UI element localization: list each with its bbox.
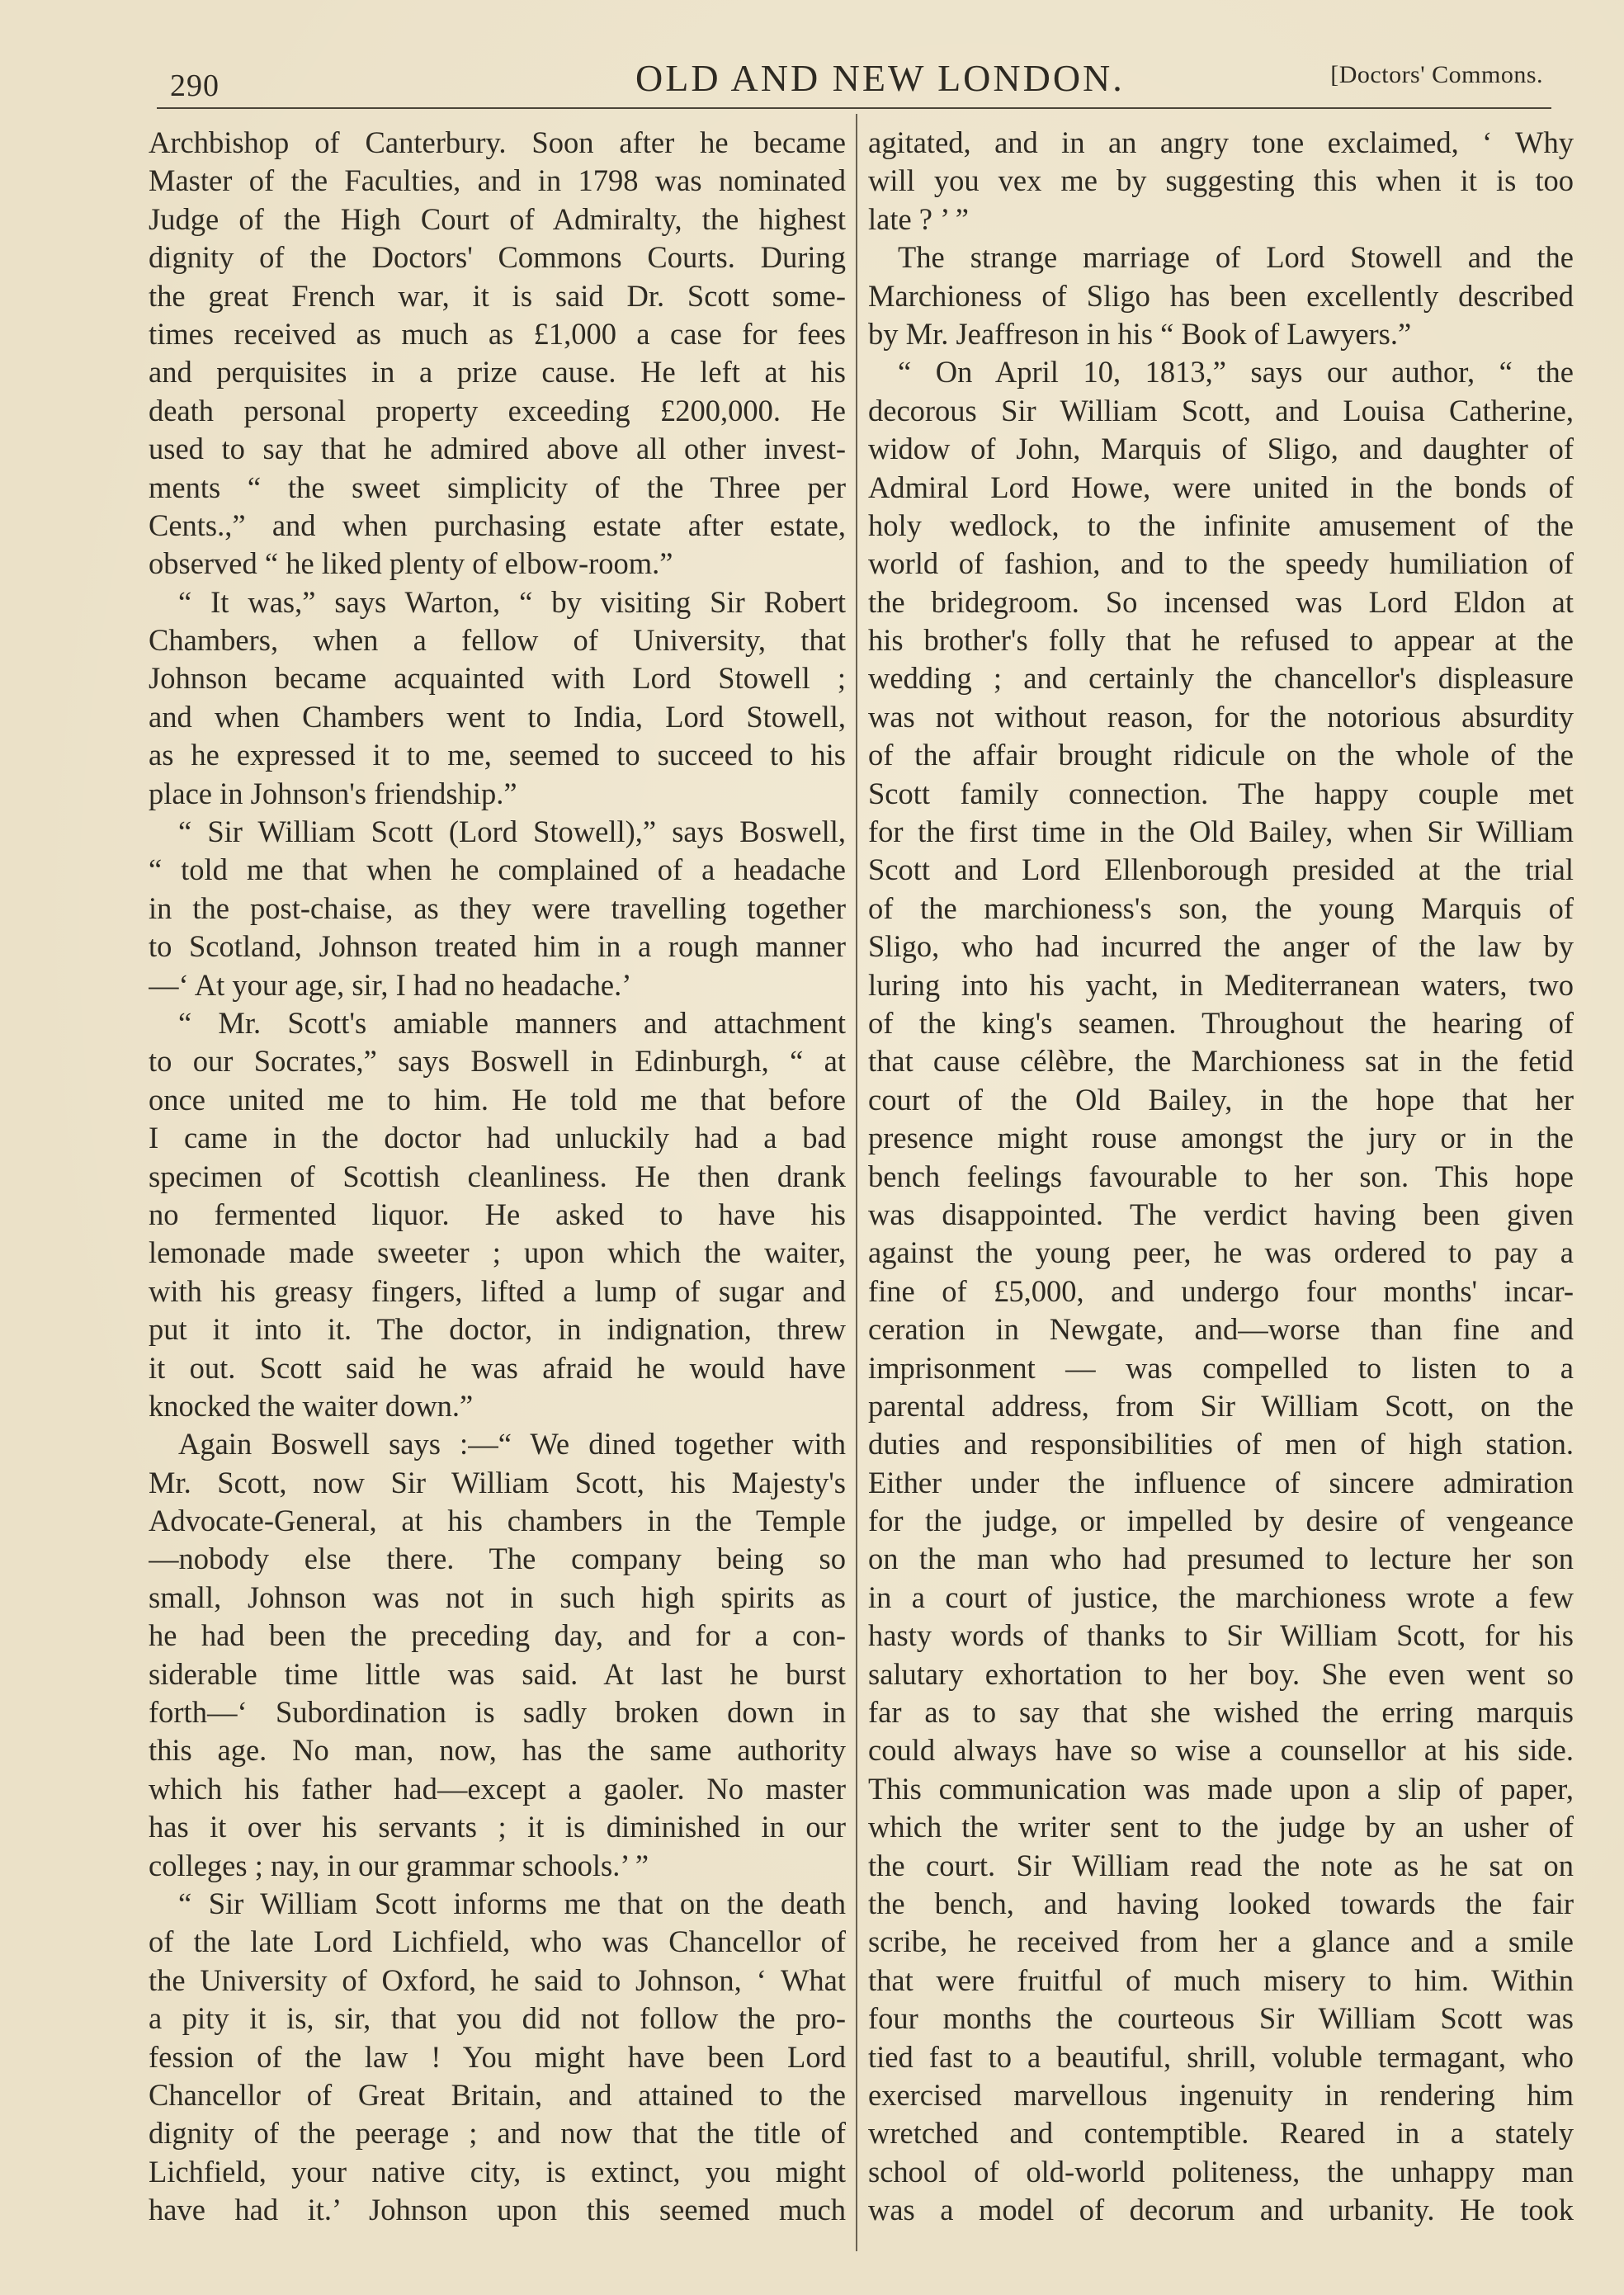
text-line: forth—‘ Subordination is sadly broken down in [149, 1695, 846, 1730]
text-line: dignity of the Doctors' Commons Courts. During [149, 240, 846, 275]
text-line: “ Sir William Scott informs me that on the death [178, 1886, 846, 1920]
text-line: widow of John, Marquis of Sligo, and daughter of [868, 432, 1574, 466]
text-line: tied fast to a beautiful, shrill, voluble termagant, who [868, 2039, 1574, 2074]
text-line: a pity it is, sir, that you did not follow the pro- [149, 2001, 846, 2036]
text-line: was not without reason, for the notorious absurdity [868, 699, 1574, 734]
text-line: I came in the doctor had unluckily had a bad [149, 1121, 846, 1155]
text-line: The strange marriage of Lord Stowell and the [898, 240, 1574, 275]
text-line: place in Johnson's friendship.” [149, 776, 517, 810]
text-line: decorous Sir William Scott, and Louisa Catherine, [868, 393, 1574, 427]
text-line: duties and responsibilities of men of high station. [868, 1427, 1574, 1462]
text-line: and when Chambers went to India, Lord Stowell, [149, 699, 846, 734]
text-line: parental address, from Sir William Scott, on the [868, 1388, 1574, 1423]
text-line: siderable time little was said. At last he burst [149, 1656, 846, 1691]
text-line: to our Socrates,” says Boswell in Edinburgh, “ at [149, 1044, 846, 1079]
text-line: Marchioness of Sligo has been excellently described [868, 278, 1574, 313]
text-line: against the young peer, he was ordered to pay a [868, 1235, 1574, 1270]
text-line: holy wedlock, to the infinite amusement of the [868, 508, 1574, 542]
text-line: which his father had—except a gaoler. No master [149, 1771, 846, 1806]
text-line: —nobody else there. The company being so [149, 1542, 846, 1576]
text-line: have had it.’ Johnson upon this seemed much [149, 2193, 846, 2227]
text-line: observed “ he liked plenty of elbow-room.” [149, 546, 673, 581]
text-line: for the first time in the Old Bailey, when Sir William [868, 815, 1574, 849]
text-line: Mr. Scott, now Sir William Scott, his Majesty's [149, 1465, 846, 1499]
header-rule [157, 107, 1551, 109]
text-line: Advocate-General, at his chambers in the Temple [149, 1504, 846, 1538]
text-line: ceration in Newgate, and—worse than fine and [868, 1312, 1574, 1347]
text-line: of the late Lord Lichfield, who was Chancellor of [149, 1924, 846, 1959]
text-line: “ Mr. Scott's amiable manners and attachment [178, 1005, 846, 1040]
page-header [157, 51, 1560, 109]
text-line: his brother's folly that he refused to appear at the [868, 623, 1574, 658]
text-line: times received as much as £1,000 a case for fees [149, 316, 846, 351]
left-column [149, 124, 846, 2229]
text-line: to Scotland, Johnson treated him in a rough manner [149, 929, 846, 964]
text-line: Chambers, when a fellow of University, that [149, 623, 846, 658]
text-line: with his greasy fingers, lifted a lump of sugar and [149, 1273, 846, 1308]
text-line: which the writer sent to the judge by an usher of [868, 1810, 1574, 1844]
text-line: small, Johnson was not in such high spirits as [149, 1580, 846, 1614]
column-divider [856, 114, 857, 2251]
text-line: this age. No man, now, has the same authority [149, 1733, 846, 1768]
section-label: [Doctors' Commons. [1330, 61, 1543, 88]
text-line: that cause célèbre, the Marchioness sat in the fetid [868, 1044, 1574, 1079]
text-line: four months the courteous Sir William Scott was [868, 2001, 1574, 2036]
text-line: used to say that he admired above all other invest- [149, 432, 846, 466]
text-line: scribe, he received from her a glance and a smile [868, 1924, 1574, 1959]
text-line: “ told me that when he complained of a headache [149, 852, 846, 887]
text-line: he had been the preceding day, and for a con- [149, 1618, 846, 1653]
text-line: far as to say that she wished the erring marquis [868, 1695, 1574, 1730]
text-line: Sligo, who had incurred the anger of the law by [868, 929, 1574, 964]
text-line: the bench, and having looked towards the fair [868, 1886, 1574, 1920]
text-line: salutary exhortation to her boy. She even went so [868, 1656, 1574, 1691]
text-line: agitated, and in an angry tone exclaimed, ‘ Why [868, 125, 1574, 159]
text-line: Again Boswell says :—“ We dined together with [178, 1427, 846, 1462]
text-line: in the post-chaise, as they were travelling together [149, 890, 846, 925]
text-line: for the judge, or impelled by desire of vengeance [868, 1504, 1574, 1538]
text-line: Admiral Lord Howe, were united in the bonds of [868, 470, 1574, 504]
text-line: wedding ; and certainly the chancellor's displeasure [868, 661, 1574, 696]
text-line: Lichfield, your native city, is extinct, you might [149, 2154, 846, 2189]
text-line: court of the Old Bailey, in the hope that her [868, 1082, 1574, 1117]
text-line: late ? ’ ” [868, 201, 969, 236]
text-line: Master of the Faculties, and in 1798 was nominated [149, 163, 846, 198]
text-line: will you vex me by suggesting this when it is too [868, 163, 1574, 198]
text-line: was a model of decorum and urbanity. He took [868, 2193, 1574, 2227]
text-line: the great French war, it is said Dr. Scott some- [149, 278, 846, 313]
text-line: as he expressed it to me, seemed to succeed to his [149, 738, 846, 772]
text-line: fession of the law ! You might have been Lord [149, 2039, 846, 2074]
text-line: Judge of the High Court of Admiralty, the highest [149, 201, 846, 236]
text-line: “ Sir William Scott (Lord Stowell),” says Boswell, [178, 815, 846, 849]
text-line: dignity of the peerage ; and now that the title of [149, 2116, 846, 2151]
text-line: Either under the influence of sincere admiration [868, 1465, 1574, 1499]
text-line: of the marchioness's son, the young Marquis of [868, 890, 1574, 925]
text-line: in a court of justice, the marchioness wrote a few [868, 1580, 1574, 1614]
text-line: by Mr. Jeaffreson in his “ Book of Lawyers.” [868, 316, 1412, 351]
text-line: has it over his servants ; it is diminished in our [149, 1810, 846, 1844]
text-line: on the man who had presumed to lecture her son [868, 1542, 1574, 1576]
text-line: imprisonment — was compelled to listen to a [868, 1350, 1574, 1385]
text-line: put it into it. The doctor, in indignation, threw [149, 1312, 846, 1347]
text-line: luring into his yacht, in Mediterranean waters, two [868, 967, 1574, 1002]
text-line: colleges ; nay, in our grammar schools.’ ” [149, 1848, 649, 1882]
page-number: 290 [170, 68, 220, 103]
text-line: specimen of Scottish cleanliness. He then drank [149, 1159, 846, 1193]
text-line: of the affair brought ridicule on the whole of the [868, 738, 1574, 772]
text-line: Cents.,” and when purchasing estate after estate, [149, 508, 846, 542]
text-line: death personal property exceeding £200,000. He [149, 393, 846, 427]
text-line: that were fruitful of much misery to him. Within [868, 1962, 1574, 1997]
text-line: could always have so wise a counsellor at his side. [868, 1733, 1574, 1768]
text-line: Archbishop of Canterbury. Soon after he became [149, 125, 846, 159]
text-line: school of old-world politeness, the unhappy man [868, 2154, 1574, 2189]
text-line: no fermented liquor. He asked to have his [149, 1197, 846, 1231]
text-line: exercised marvellous ingenuity in rendering him [868, 2077, 1574, 2112]
right-column [868, 124, 1574, 2229]
text-line: world of fashion, and to the speedy humiliation of [868, 546, 1574, 581]
running-title: OLD AND NEW LONDON. [635, 57, 1125, 99]
text-line: once united me to him. He told me that before [149, 1082, 846, 1117]
text-line: the court. Sir William read the note as he sat on [868, 1848, 1574, 1882]
text-line: Scott family connection. The happy couple met [868, 776, 1574, 810]
text-line: was disappointed. The verdict having been given [868, 1197, 1574, 1231]
text-line: —‘ At your age, sir, I had no headache.’ [149, 967, 632, 1002]
text-line: bench feelings favourable to her son. This hope [868, 1159, 1574, 1193]
text-line: the bridegroom. So incensed was Lord Eldon at [868, 584, 1574, 619]
text-line: wretched and contemptible. Reared in a stately [868, 2116, 1574, 2151]
text-line: Johnson became acquainted with Lord Stowell ; [149, 661, 846, 696]
text-line: the University of Oxford, he said to Johnson, ‘ What [149, 1962, 846, 1997]
text-line: and perquisites in a prize cause. He left at his [149, 355, 846, 390]
text-line: hasty words of thanks to Sir William Scott, for his [868, 1618, 1574, 1653]
text-line: knocked the waiter down.” [149, 1388, 474, 1423]
text-line: of the king's seamen. Throughout the hearing of [868, 1005, 1574, 1040]
text-line: “ It was,” says Warton, “ by visiting Sir Robert [178, 584, 846, 619]
text-line: presence might rouse amongst the jury or in the [868, 1121, 1574, 1155]
text-line: it out. Scott said he was afraid he would have [149, 1350, 846, 1385]
text-line: Scott and Lord Ellenborough presided at the trial [868, 852, 1574, 887]
text-line: “ On April 10, 1813,” says our author, “ the [898, 355, 1574, 390]
text-line: lemonade made sweeter ; upon which the waiter, [149, 1235, 846, 1270]
text-line: Chancellor of Great Britain, and attained to the [149, 2077, 846, 2112]
text-line: ments “ the sweet simplicity of the Three per [149, 470, 846, 504]
text-line: fine of £5,000, and undergo four months' incar- [868, 1273, 1574, 1308]
text-line: This communication was made upon a slip of paper, [868, 1771, 1574, 1806]
